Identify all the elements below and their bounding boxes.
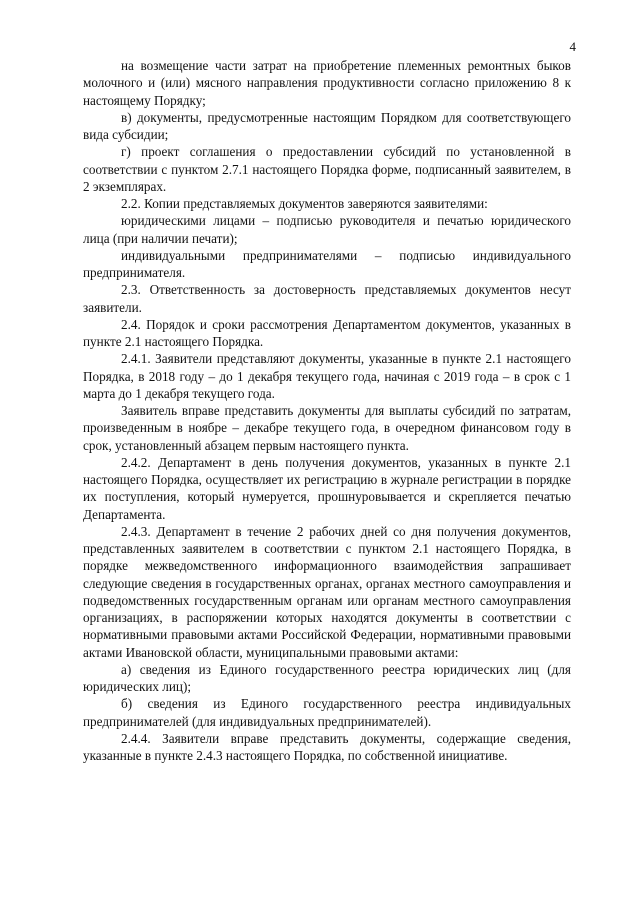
paragraph-2-2: 2.2. Копии представляемых документов заверяются заявителями:: [121, 196, 488, 211]
paragraph-2-4: 2.4. Порядок и сроки рассмотрения Департаментом документов, указанных в пункте 2.1 настоящего Порядка.: [83, 316, 571, 349]
paragraph-continuation: на возмещение части затрат на приобретение племенных ремонтных быков молочного и (или) мясного направления продуктивности согласно приложению 8 к настоящему Порядку;: [83, 58, 571, 108]
paragraph-2-4-1: 2.4.1. Заявители представляют документы, указанные в пункте 2.1 настоящего Порядка, в 2018 году – до 1 декабря текущего года, начиная с 2019 года – в срок с 1 марта до 1 декабря текущего года.: [83, 351, 571, 401]
paragraph-item-g: г) проект соглашения о предоставлении субсидий по установленной в соответствии с пунктом 2.7.1 настоящего Порядка форме, подписанный заявителем, в 2 экземплярах.: [83, 144, 571, 194]
paragraph-legal-entities: юридическими лицами – подписью руководителя и печатью юридического лица (при наличии печати);: [83, 213, 571, 246]
paragraph-individual-entrepreneurs: индивидуальными предпринимателями – подписью индивидуального предпринимателя.: [83, 247, 571, 280]
paragraph-2-4-3: 2.4.3. Департамент в течение 2 рабочих дней со дня получения документов, представленных заявителем в соответствии с пунктом 2.1 настоящего Порядка, в порядке межведомственного информационного взаимодействия запрашивает следующие сведения в государственных органах, органах местного самоуправления и подведомственных государственным органам или органам местного самоуправления организациях, в распоряжении которых находятся документы в соответствии с нормативными правовыми актами Российской Федерации, нормативными правовыми актами Ивановской области, муниципальными правовыми актами:: [83, 523, 571, 660]
paragraph-applicant-right: Заявитель вправе представить документы для выплаты субсидий по затратам, произведенным в ноябре – декабре текущего года, в очередном финансовом году в срок, установленный абзацем первым настоящего пункта.: [83, 403, 571, 453]
paragraph-item-a: а) сведения из Единого государственного реестра юридических лиц (для юридических лиц);: [83, 661, 571, 694]
paragraph-item-v: в) документы, предусмотренные настоящим Порядком для соответствующего вида субсидии;: [83, 109, 571, 142]
paragraph-2-3: 2.3. Ответственность за достоверность представляемых документов несут заявители.: [83, 282, 571, 315]
page-number: 4: [569, 39, 576, 54]
paragraph-2-4-2: 2.4.2. Департамент в день получения документов, указанных в пункте 2.1 настоящего Порядка, осуществляет их регистрацию в журнале регистрации в порядке их поступления, который нумеруется, прошнуровывается и скрепляется печатью Департамента.: [83, 454, 571, 522]
document-body: [83, 57, 571, 764]
paragraph-2-4-4: 2.4.4. Заявители вправе представить документы, содержащие сведения, указанные в пункте 2.4.3 настоящего Порядка, по собственной инициативе.: [83, 730, 571, 763]
paragraph-item-b: б) сведения из Единого государственного реестра индивидуальных предпринимателей (для индивидуальных предпринимателей).: [83, 696, 571, 729]
